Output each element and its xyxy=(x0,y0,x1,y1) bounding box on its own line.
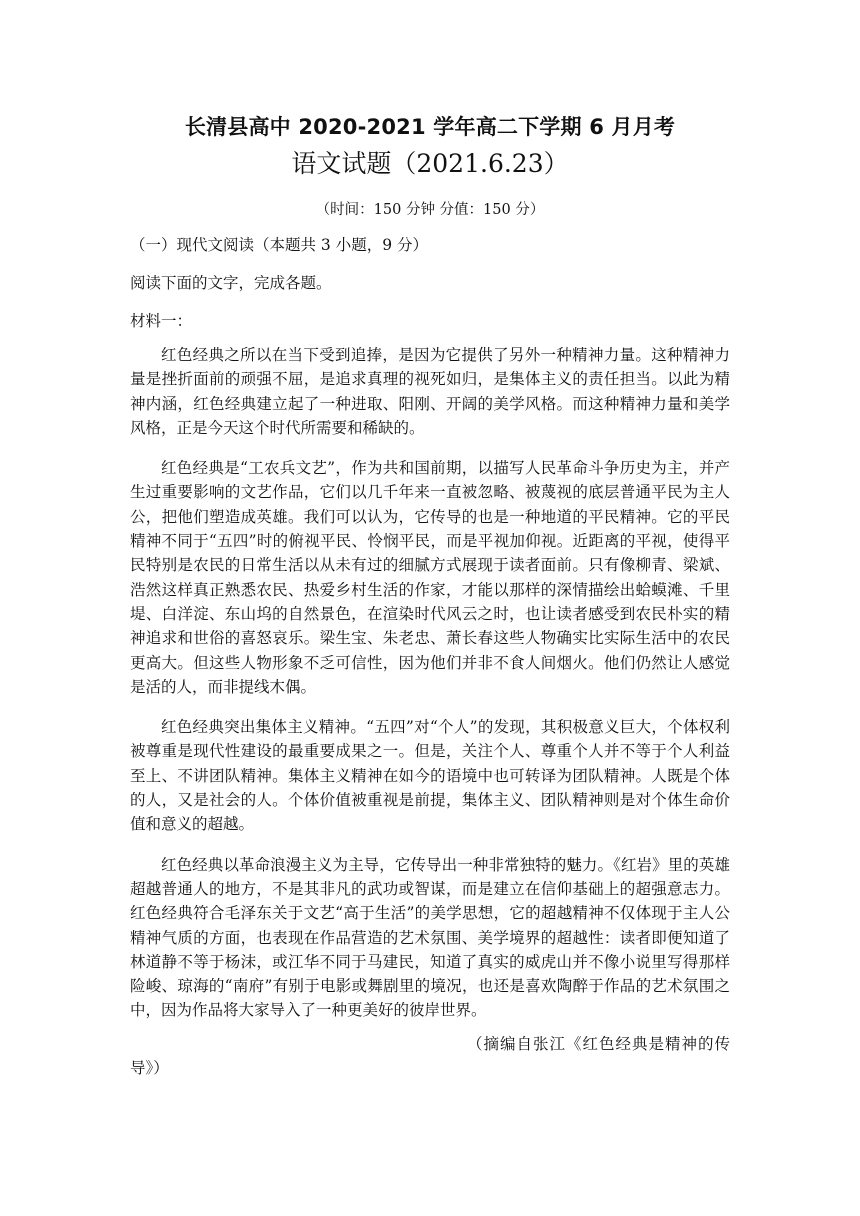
exam-time-and-score: （时间：150 分钟 分值：150 分） xyxy=(315,202,545,218)
reading-instruction: 阅读下面的文字，完成各题。 xyxy=(130,274,332,292)
exam-title: 长清县高中 2020-2021 学年高二下学期 6 月月考 xyxy=(184,115,676,139)
paragraph-3: 红色经典突出集体主义精神。“五四”对“个人”的发现，其积极意义巨大，个体权利被尊重是现代性建设的最重要成果之一。但是，关注个人、尊重个人并不等于个人利益至上、不讲团队精神。集体主义精神在如今的语境中也可转译为团队精神。人既是个体的人，又是社会的人。个体价值被重视是前提，集体主义、团队精神则是对个体生命价值和意义的超越。 xyxy=(130,718,730,834)
paragraph-4: 红色经典以革命浪漫主义为主导，它传导出一种非常独特的魅力。《红岩》里的英雄超越普通人的地方，不是其非凡的武功或智谋，而是建立在信仰基础上的超强意志力。红色经典符合毛泽东关于文艺“高于生活”的美学思想，它的超越精神不仅体现于主人公精神气质的方面，也表现在作品营造的艺术氛围、美学境界的超越性：读者即便知道了林道静不等于杨沫，或江华不同于马建民，知道了真实的威虎山并不像小说里写得那样险峻、琼海的“南府”有别于电影或舞剧里的境况，也还是喜欢陶醉于作品的艺术氛围之中，因为作品将大家导入了一种更美好的彼岸世界。 xyxy=(130,855,730,1020)
exam-subject-title: 语文试题（2021.6.23） xyxy=(291,149,569,178)
section-heading: （一）现代文阅读（本题共 3 小题，9 分） xyxy=(130,236,429,254)
paragraph-2: 红色经典是“工农兵文艺”，作为共和国前期，以描写人民革命斗争历史为主，并产生过重要影响的文艺作品，它们以几千年来一直被忽略、被蔑视的底层普通平民为主人公，把他们塑造成英雄。我们可以认为，它传导的也是一种地道的平民精神。它的平民精神不同于“五四”时的俯视平民、怜悯平民，而是平视加仰视。近距离的平视，使得平民特别是农民的日常生活以从未有过的细腻方式展现于读者面前。只有像柳青、梁斌、浩然这样真正熟悉农民、热爱乡村生活的作家，才能以那样的深情描绘出蛤蟆滩、千里堤、白洋淀、东山坞的自然景色，在渲染时代风云之时，也让读者感受到农民朴实的精神追求和世俗的喜怒哀乐。梁生宝、朱老忠、萧长春这些人物确实比实际生活中的农民更高大。但这些人物形象不乏可信性，因为他们并非不食人间烟火。他们仍然让人感觉是活的人，而非提线木偶。 xyxy=(130,459,730,696)
material-body xyxy=(130,343,730,1039)
source-citation: （摘编自张江《红色经典是精神的传导》） xyxy=(130,1035,730,1078)
paragraph-1: 红色经典之所以在当下受到追捧，是因为它提供了另外一种精神力量。这种精神力量是挫折面前的顽强不屈，是追求真理的视死如归，是集体主义的责任担当。以此为精神内涵，红色经典建立起了一种进取、阳刚、开阔的美学风格。而这种精神力量和美学风格，正是今天这个时代所需要和稀缺的。 xyxy=(130,346,730,437)
material-label: 材料一： xyxy=(130,312,193,330)
